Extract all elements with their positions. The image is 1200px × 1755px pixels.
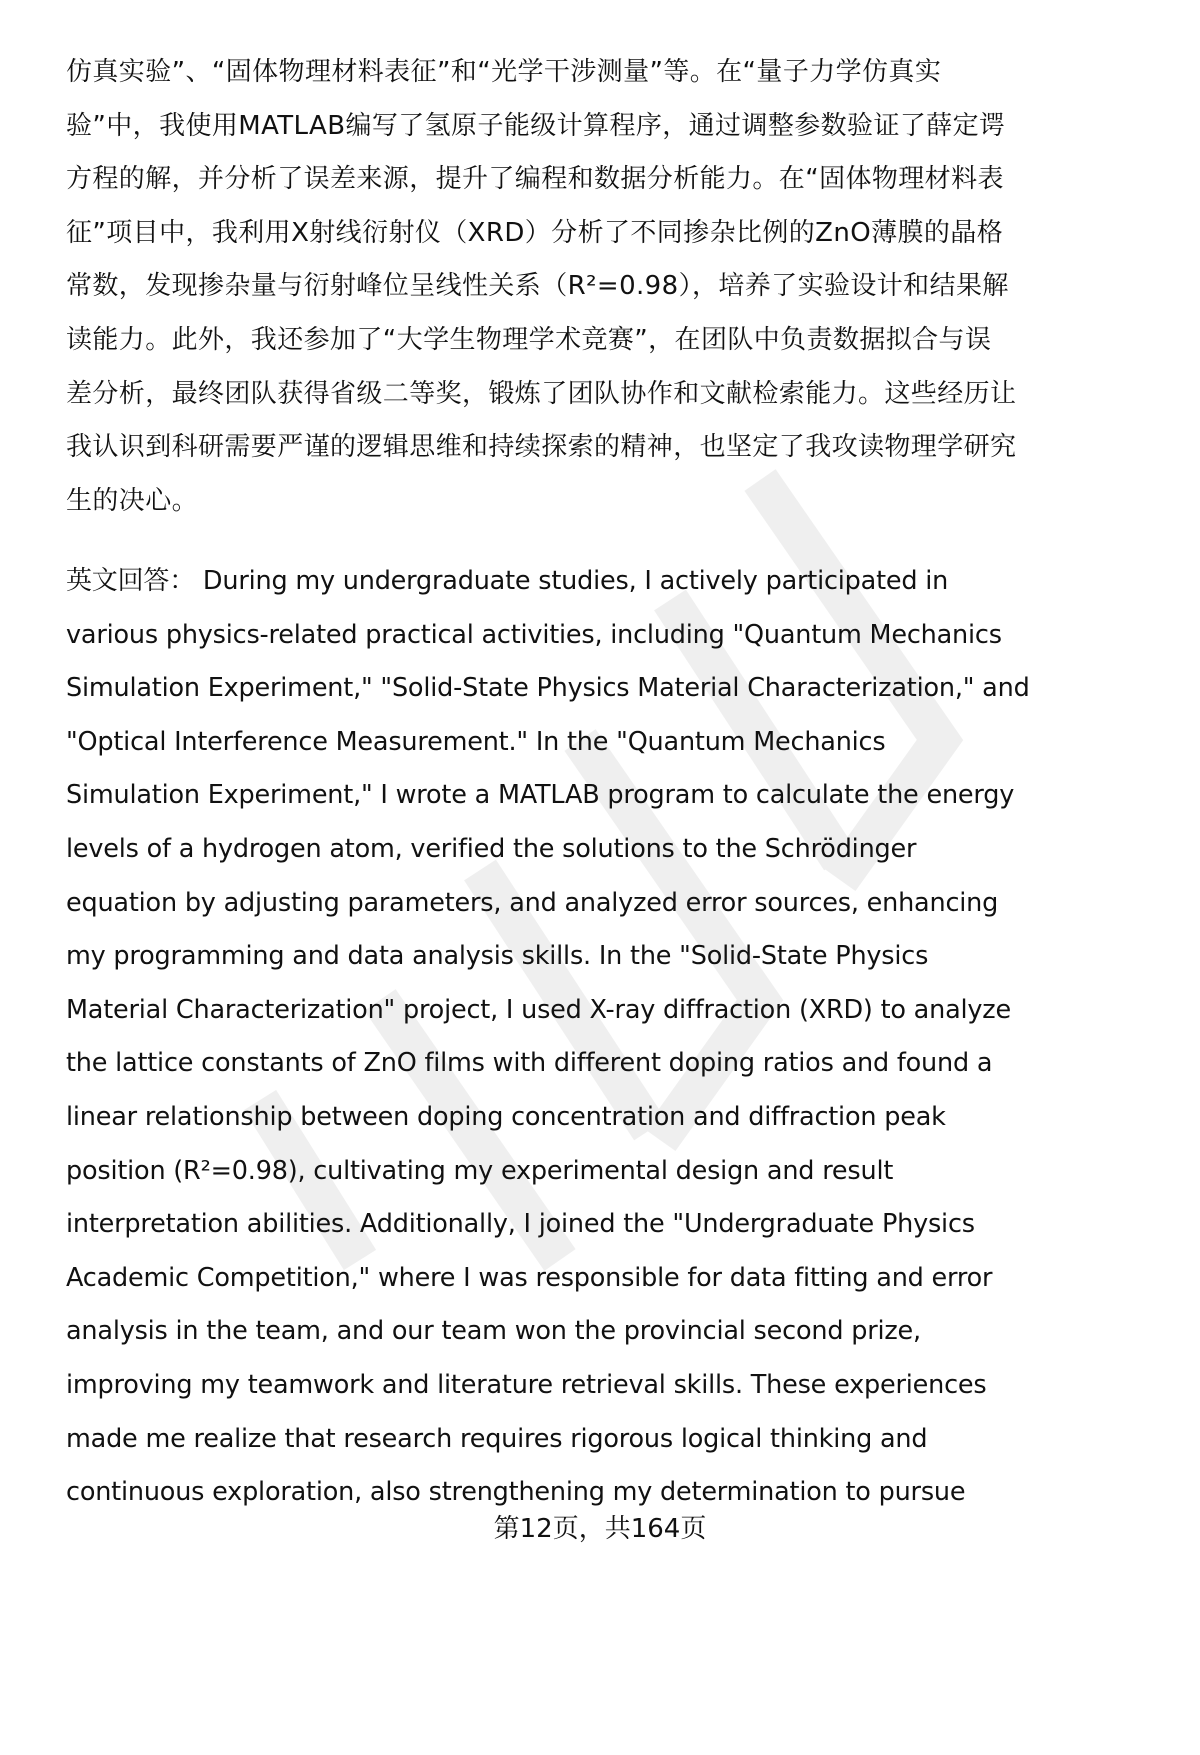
text-line: position (R²=0.98), cultivating my experimental design and result — [66, 1155, 894, 1186]
text-line: analysis in the team, and our team won the provincial second prize, — [66, 1316, 921, 1347]
text-line: levels of a hydrogen atom, verified the solutions to the Schrödinger — [66, 833, 917, 864]
text-line: 方程的解，并分析了误差来源，提升了编程和数据分析能力。在“固体物理材料表 — [66, 164, 1004, 195]
text-line: 常数，发现掺杂量与衍射峰位呈线性关系（R²=0.98），培养了实验设计和结果解 — [66, 271, 1009, 302]
text-line: 验”中，我使用MATLAB编写了氢原子能级计算程序，通过调整参数验证了薛定谔 — [66, 110, 1006, 141]
text-line: improving my teamwork and literature retrieval skills. These experiences — [66, 1369, 987, 1400]
text-line: 读能力。此外，我还参加了“大学生物理学术竞赛”，在团队中负责数据拟合与误 — [66, 324, 992, 355]
text-line: 差分析，最终团队获得省级二等奖，锻炼了团队协作和文献检索能力。这些经历让 — [66, 378, 1017, 409]
text-line: 仿真实验”、“固体物理材料表征”和“光学干涉测量”等。在“量子力学仿真实 — [66, 57, 942, 87]
text-line: Simulation Experiment," I wrote a MATLAB program to calculate the energy — [66, 780, 1015, 811]
text-line: made me realize that research requires rigorous logical thinking and — [66, 1423, 928, 1454]
english-answer-paragraph — [66, 555, 1146, 1520]
text-line: "Optical Interference Measurement." In the "Quantum Mechanics — [66, 726, 886, 757]
text-line: my programming and data analysis skills. In the "Solid-State Physics — [66, 941, 929, 972]
chinese-paragraph — [66, 46, 1146, 528]
text-line: 征”项目中，我利用X射线衍射仪（XRD）分析了不同掺杂比例的ZnO薄膜的晶格 — [66, 217, 1004, 248]
text-line: various physics-related practical activities, including "Quantum Mechanics — [66, 619, 1002, 650]
english-answer-label: 英文回答： — [66, 566, 196, 596]
text-line: Academic Competition," where I was responsible for data fitting and error — [66, 1262, 993, 1293]
page-indicator: 第12页，共164页 — [493, 1514, 707, 1544]
text-line: the lattice constants of ZnO films with different doping ratios and found a — [66, 1048, 993, 1079]
text-line: interpretation abilities. Additionally, I joined the "Undergraduate Physics — [66, 1209, 975, 1240]
text-line: continuous exploration, also strengthening my determination to pursue — [66, 1477, 966, 1508]
text-line: Simulation Experiment," "Solid-State Physics Material Characterization," and — [66, 673, 1030, 704]
text-line: linear relationship between doping concentration and diffraction peak — [66, 1101, 946, 1132]
text-line: 我认识到科研需要严谨的逻辑思维和持续探索的精神，也坚定了我攻读物理学研究 — [66, 432, 1017, 463]
text-line: 英文回答： During my undergraduate studies, I actively participated in — [66, 566, 949, 596]
text-line: Material Characterization" project, I used X-ray diffraction (XRD) to analyze — [66, 994, 1011, 1025]
text-line: 生的决心。 — [66, 485, 199, 516]
text-line: equation by adjusting parameters, and analyzed error sources, enhancing — [66, 887, 999, 918]
